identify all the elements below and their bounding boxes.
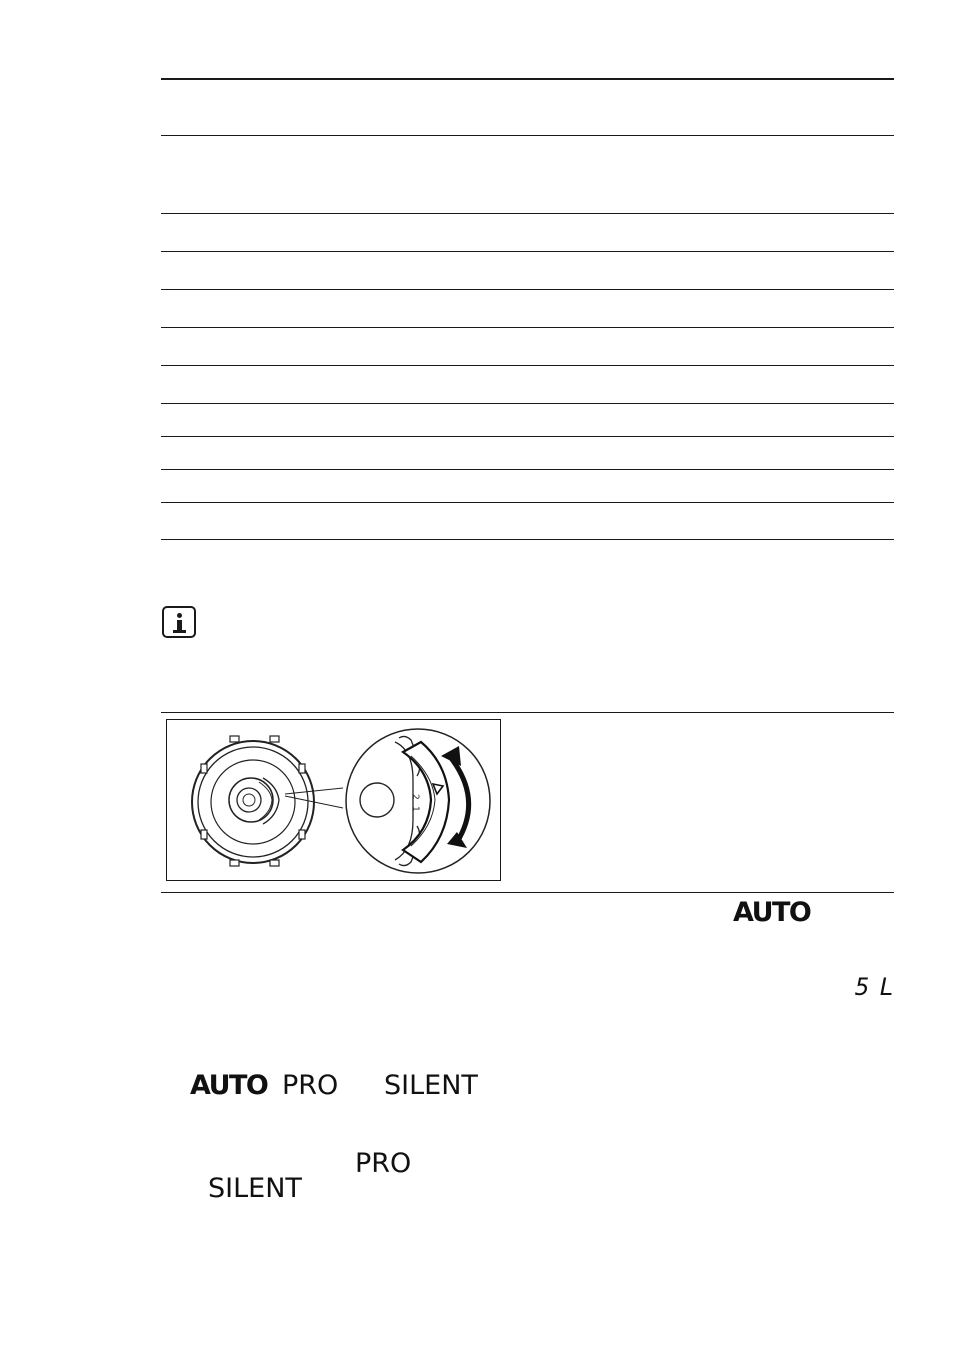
auto-symbol-1: AUTO xyxy=(733,897,811,928)
table-row-divider xyxy=(161,403,894,404)
table-row-divider xyxy=(161,469,894,470)
table-row-divider xyxy=(161,289,894,290)
table-row-divider xyxy=(161,436,894,437)
table-row-divider xyxy=(161,365,894,366)
dial-drawing xyxy=(167,720,502,882)
table-row-divider xyxy=(161,251,894,252)
info-icon xyxy=(162,606,196,638)
table-bottom-border xyxy=(161,539,894,540)
table-row-divider xyxy=(161,502,894,503)
table-row-divider xyxy=(161,135,894,136)
dial-mark-1: 1 xyxy=(410,806,420,812)
figure-top-rule xyxy=(161,712,894,713)
regeneration-dial-illustration xyxy=(166,719,501,881)
table-top-border xyxy=(161,78,894,80)
auto-symbol-2: AUTO xyxy=(190,1070,268,1101)
silent-symbol-2: SILENT xyxy=(208,1173,302,1204)
figure-bottom-rule xyxy=(161,892,894,893)
pro-symbol-1: PRO xyxy=(282,1070,339,1101)
dial-mark-2: 2 xyxy=(410,794,420,800)
display-sl-readout: 5L xyxy=(855,973,904,1001)
table-row-divider xyxy=(161,213,894,214)
table-row-divider xyxy=(161,327,894,328)
silent-symbol-1: SILENT xyxy=(384,1070,478,1101)
pro-symbol-2: PRO xyxy=(355,1148,412,1179)
